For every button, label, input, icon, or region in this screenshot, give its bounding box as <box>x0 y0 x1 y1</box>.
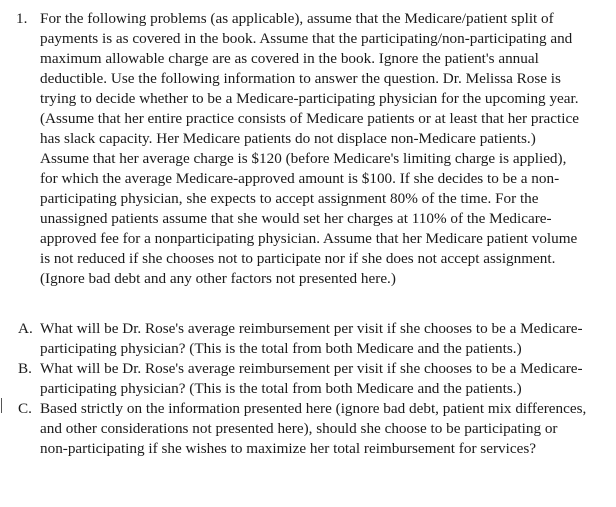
question-line: unassigned patients assume that she would set her charges at 110% of the Medicare- <box>40 210 552 227</box>
part-a-line: What will be Dr. Rose's average reimbursement per visit if she chooses to be a Medicare- <box>40 320 583 337</box>
part-c-label: C. <box>18 400 32 417</box>
question-line: maximum allowable charge are as covered in the book. Ignore the patient's annual <box>40 50 539 67</box>
question-line: for which the average Medicare-approved amount is $100. If she decides to be a non- <box>40 170 560 187</box>
part-b-line: What will be Dr. Rose's average reimbursement per visit if she chooses to be a Medicare- <box>40 360 583 377</box>
question-line: trying to decide whether to be a Medicare-participating physician for the upcoming year. <box>40 90 579 107</box>
text-cursor <box>1 398 8 413</box>
part-a-line: participating physician? (This is the total from both Medicare and the patients.) <box>40 340 522 357</box>
part-c-line: and other considerations not presented here), should she choose to be participating or <box>40 420 558 437</box>
part-c-line: non-participating if she wishes to maximize her total reimbursement for services? <box>40 440 536 457</box>
question-line: (Assume that her entire practice consists of Medicare patients or at least that her practice <box>40 110 579 127</box>
question-line: For the following problems (as applicable), assume that the Medicare/patient split of <box>40 10 554 27</box>
part-b-label: B. <box>18 360 32 377</box>
question-line: payments is as covered in the book. Assume that the participating/non-participating and <box>40 30 573 47</box>
question-line: is not reduced if she chooses not to participate nor if she does not accept assignment. <box>40 250 556 267</box>
question-line: approved fee for a nonparticipating physician. Assume that her Medicare patient volume <box>40 230 578 247</box>
question-line: Assume that her average charge is $120 (before Medicare's limiting charge is applied), <box>40 150 567 167</box>
question-line: deductible. Use the following information to answer the question. Dr. Melissa Rose is <box>40 70 561 87</box>
question-number: 1. <box>16 10 28 27</box>
question-line: participating physician, she expects to accept assignment 80% of the time. For the <box>40 190 539 207</box>
part-c-line: Based strictly on the information presented here (ignore bad debt, patient mix differences, <box>40 400 587 417</box>
part-b-line: participating physician? (This is the total from both Medicare and the patients.) <box>40 380 522 397</box>
question-line: (Ignore bad debt and any other factors not presented here.) <box>40 270 396 287</box>
question-line: has slack capacity. Her Medicare patients do not displace non-Medicare patients.) <box>40 130 536 147</box>
part-a-label: A. <box>18 320 33 337</box>
